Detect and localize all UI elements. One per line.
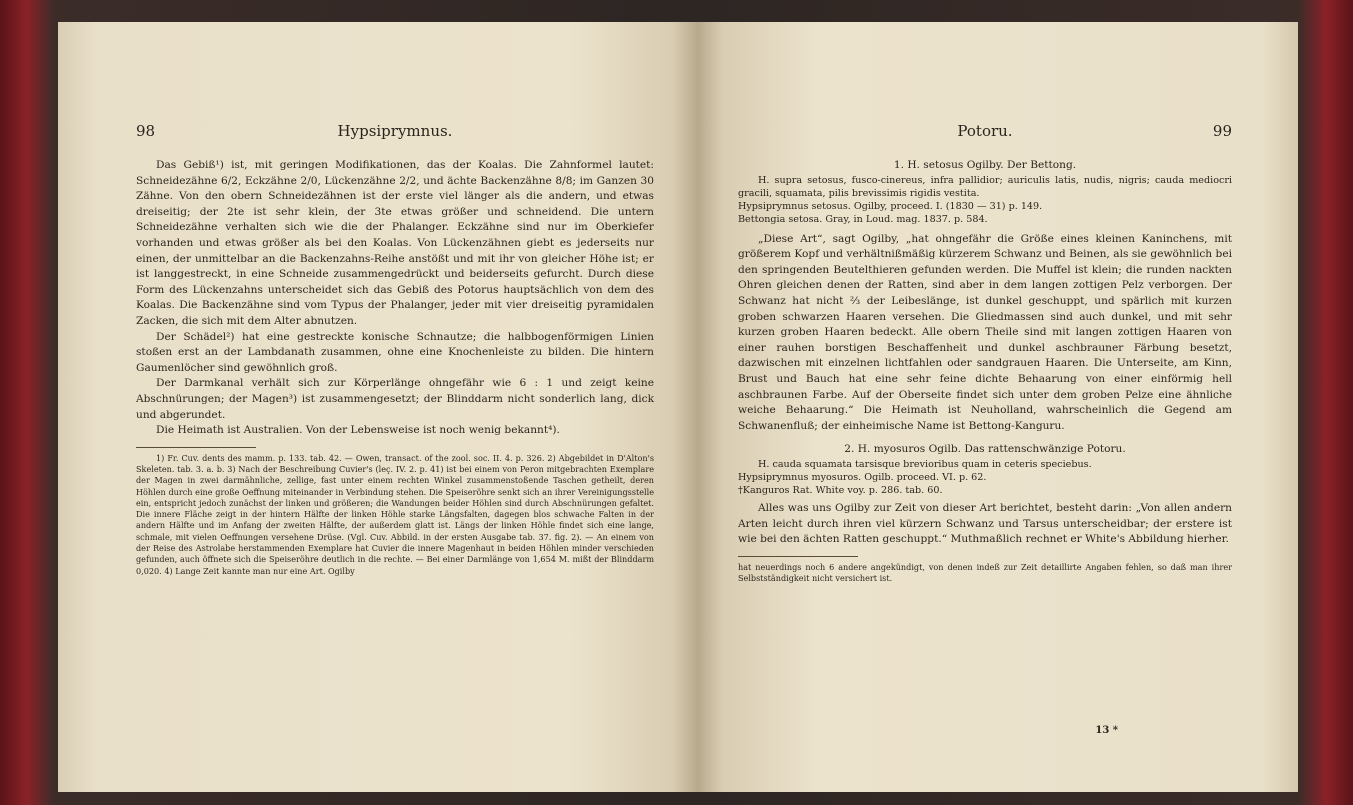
species2-heading: 2. H. myosuros Ogilb. Das rattenschwänzige Potoru. (844, 443, 1126, 456)
species2-synonym: Hypsiprymnus myosuros. Ogilb. proceed. VI. p. 62. (738, 471, 987, 483)
footnote-divider (738, 556, 858, 557)
right-page-number: 99 (1212, 122, 1232, 140)
left-page-header (136, 122, 654, 146)
species1-synonym: Hypsiprymnus setosus. Ogilby, proceed. I. (1830 — 31) p. 149. (738, 200, 1043, 212)
species1-description: „Diese Art“, sagt Ogilby, „hat ohngefähr die Größe eines kleinen Kaninchens, mit größerem Kopf und verhältnißmäßig kürzerem Schwanz und Beinen, als sie gewöhnlich bei den springenden Beutelthieren gefunden werden. Die Muffel ist klein; die runden nackten Ohren gleichen denen der Ratten, sind aber in dem langen zottigen Pelz verborgen. Der Schwanz hat nicht ⅔ der Leibeslänge, ist dunkel geschuppt, und spärlich mit kurzen groben schwarzen Haaren versehen. Die Gliedmassen sind auch dunkel, und mit sehr kurzen groben Haaren bedeckt. Alle obern Theile sind mit langen zottigen Haaren von einer rauhen borstigen Beschaffenheit und dunkel aschbrauner Färbung besetzt, dazwischen mit einzelnen lichtfahlen oder sandgrauen Haaren. Die Unterseite, am Kinn, Brust und Bauch hat eine sehr feine dichte Behaarung von einer einförmig hell aschbraunen Farbe. Auf der Oberseite findet sich unter dem groben Pelze eine ähnliche weiche Behaarung.“ Die Heimath ist Neuholland, wahrscheinlich die Gegend am Schwanenfluß; der einheimische Name ist Bettong-Kanguru. (738, 232, 1232, 432)
paragraph-habitat: Die Heimath ist Australien. Von der Lebensweise ist noch wenig bekannt⁴). (156, 424, 560, 437)
footnotes (136, 453, 654, 577)
species1-heading: 1. H. setosus Ogilby. Der Bettong. (893, 159, 1077, 171)
footnote-block: 1) Fr. Cuv. dents des mamm. p. 133. tab. 42. — Owen, transact. of the zool. soc. II. 4. p. 326. 2) Abgebildet in D'Alton's Skeleten. tab. 3. a. b. 3) Nach der Beschreibung Cuvier's (leç. IV. 2. p. 41) ist bei einem von Peron mitgebrachten Exemplare der Magen in zwei darmähnliche, zellige, fast unter einem rechten Winkel zusammenstoßende Taschen getheilt, deren Höhlen durch eine große Oeffnung miteinander in Verbindung stehen. Die Speiseröhre senkt sich an ihrer Vereinigungsstelle ein, entspricht jedoch zunächst der linken und größeren; die Wandungen beider Höhlen sind durch Abschnürungen gefaltet. Die innere Fläche zeigt in der hintern Hälfte der linken Höhle starke Längsfalten, dagegen blos schwache Falten in der andern Hälfte und im Anfang der zweiten Hälfte, der außerdem glatt ist. Längs der linken Höhle findet sich eine lange, schmale, mit vielen Oeffnungen versehene Drüse. (Vgl. Cuv. Abbild. in der ersten Ausgabe tab. 37. fig. 2). — An einem von der Reise des Astrolabe herstammenden Exemplare hat Cuvier die innere Magenhaut in beiden Höhlen minder verschieden gefunden, auch öffnete sich die Speiseröhre deutlich in die rechte. — Bei einer Darmlänge von 1,654 M. mißt der Blinddarm 0,020. 4) Lange Zeit kannte man nur eine Art. Ogilby (136, 452, 654, 576)
signature-mark: 13 * (1095, 725, 1118, 736)
paragraph-skull: Der Schädel²) hat eine gestreckte konische Schnautze; die halbbogenförmigen Linien stoßen erst an der Lambdanath zusammen, ohne eine Knochenleiste zu bilden. Die hintern Gaumenlöcher sind gewöhnlich groß. (136, 330, 654, 374)
left-page-number: 98 (136, 122, 156, 140)
right-page (698, 22, 1298, 792)
footnotes (738, 562, 1232, 585)
species1-diagnosis: H. supra setosus, fusco-cinereus, infra pallidior; auriculis latis, nudis, nigris; cauda mediocri gracili, squamata, pilis brevissimis rigidis vestita. (738, 174, 1232, 199)
right-running-title: Potoru. (957, 122, 1013, 140)
left-page (58, 22, 698, 792)
species2-diagnosis: H. cauda squamata tarsisque brevioribus quam in ceteris speciebus. (758, 458, 1092, 470)
paragraph-dentition: Das Gebiß¹) ist, mit geringen Modifikationen, das der Koalas. Die Zahnformel lautet: Schneidezähne 6/2, Eckzähne 2/0, Lückenzähne 2/2, und ächte Backenzähne 8/8; im Ganzen 30 Zähne. Von den obern Schneidezähnen ist der erste viel länger als die andern, und etwas dreiseitig; der 2te ist sehr klein, der 3te etwas größer und schneidend. Die untern Schneidezähne verhalten sich wie die der Phalanger. Eckzähne sind nur im Oberkiefer vorhanden und etwas größer als bei den Koalas. Von Lückenzähnen giebt es jederseits nur einen, der unmittelbar an die Backenzahns-Reihe anstößt und mit ihr von gleicher Höhe ist; er ist langgestreckt, in eine Schneide zusammengedrückt und beiderseits gefurcht. Durch diese Form des Lückenzahns unterscheidet sich das Gebiß des Potorus hauptsächlich von dem des Koalas. Die Backenzähne sind vom Typus der Phalanger, jeder mit vier dreiseitig pyramidalen Zacken, die sich mit dem Alter abnutzen. (136, 159, 654, 327)
left-running-title: Hypsiprymnus. (337, 122, 453, 140)
species1-synonym: Bettongia setosa. Gray, in Loud. mag. 1837. p. 584. (738, 213, 988, 225)
right-page-header (738, 122, 1232, 146)
species2-description: Alles was uns Ogilby zur Zeit von dieser Art berichtet, besteht darin: „Von allen andern Arten leicht durch ihren viel kürzern Schwanz und Tarsus unterscheidbar; der erstere ist wie bei den ächten Ratten geschuppt.“ Muthmaßlich rechnet er White's Abbildung hierher. (738, 501, 1232, 546)
footnote-continuation: hat neuerdings noch 6 andere angekündigt, von denen indeß zur Zeit detaillirte Angaben fehlen, so daß man ihrer Selbstständigkeit nicht versichert ist. (738, 561, 1232, 583)
species2-synonym: †Kanguros Rat. White voy. p. 286. tab. 60. (738, 484, 943, 496)
footnote-divider (136, 447, 256, 448)
paragraph-intestine: Der Darmkanal verhält sich zur Körperlänge ohngefähr wie 6 : 1 und zeigt keine Abschnürungen; der Magen³) ist zusammengesetzt; der Blinddarm nicht sonderlich lang, dick und abgerundet. (136, 377, 654, 421)
